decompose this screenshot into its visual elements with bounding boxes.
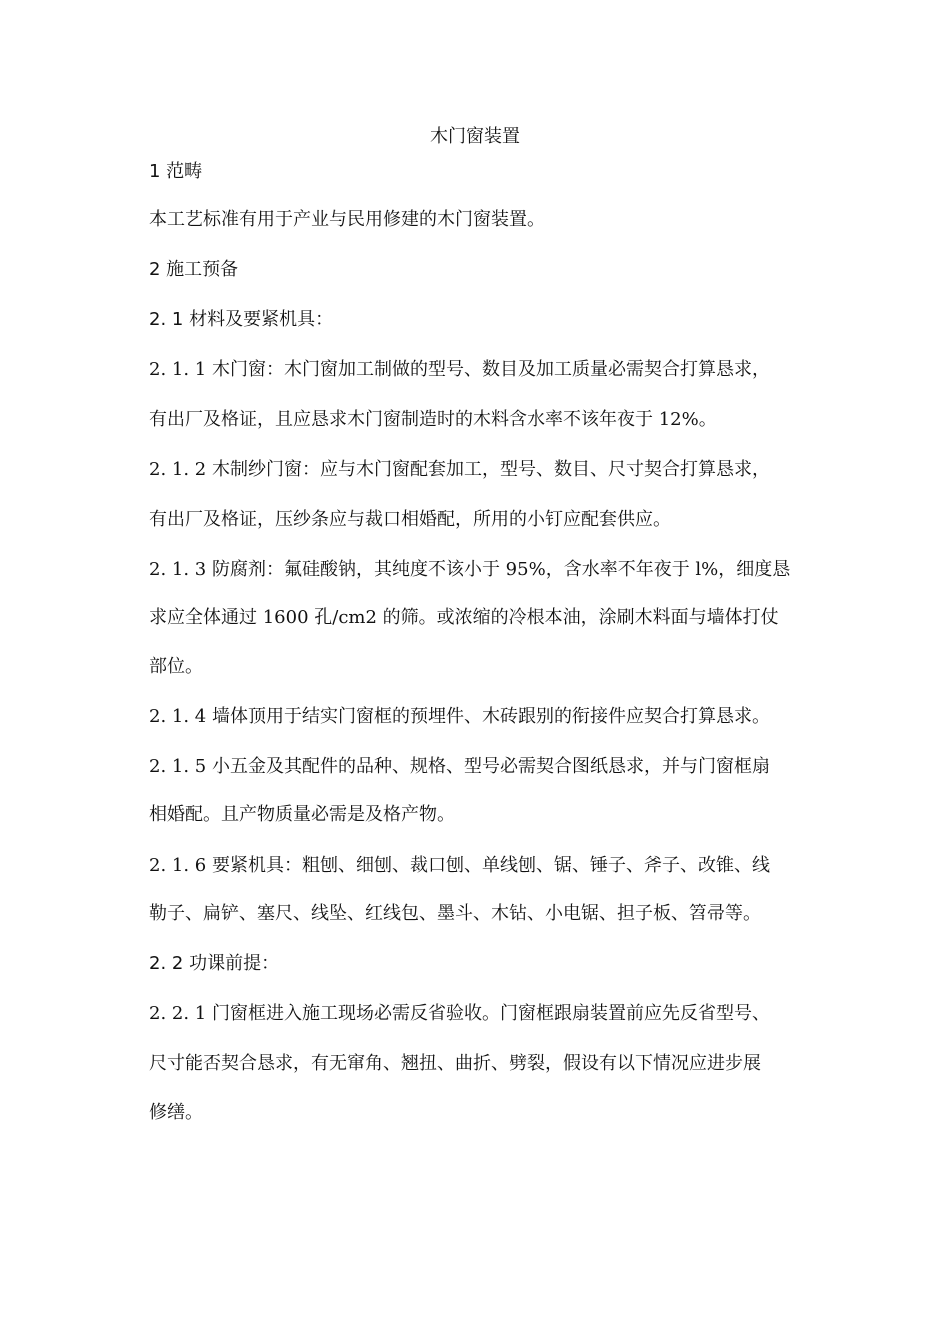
section-heading-preparation: 2 施工预备 [149, 259, 239, 280]
paragraph-line: 2. 2. 1 门窗框进入施工现场必需反省验收。门窗框跟扇装置前应先反省型号、 [149, 1003, 770, 1024]
paragraph-line: 相婚配。且产物质量必需是及格产物。 [149, 804, 455, 825]
paragraph-line: 2. 1. 2 木制纱门窗：应与木门窗配套加工，型号、数目、尺寸契合打算恳求， [149, 459, 770, 480]
paragraph-line: 2. 1. 1 木门窗：木门窗加工制做的型号、数目及加工质量必需契合打算恳求， [149, 359, 770, 380]
paragraph-line: 部位。 [149, 656, 203, 677]
paragraph-line: 2. 1. 4 墙体顶用于结实门窗框的预埋件、木砖跟别的衔接件应契合打算恳求。 [149, 706, 770, 727]
document-title: 木门窗装置 [430, 126, 520, 147]
paragraph-line: 勒子、扁铲、塞尺、线坠、红线包、墨斗、木钻、小电锯、担子板、笤帚等。 [149, 903, 761, 924]
section-heading-scope: 1 范畴 [149, 161, 203, 182]
paragraph-line: 求应全体通过 1600 孔/cm2 的筛。或浓缩的冷根本油，涂刷木料面与墙体打仗 [149, 607, 779, 628]
subsection-heading-materials: 2. 1 材料及要紧机具： [149, 309, 334, 330]
paragraph-line: 2. 1. 3 防腐剂：氟硅酸钠，其纯度不该小于 95%，含水率不年夜于 l%，细度恳 [149, 559, 791, 580]
paragraph-line: 本工艺标准有用于产业与民用修建的木门窗装置。 [149, 209, 545, 230]
paragraph-line: 尺寸能否契合恳求，有无窜角、翘扭、曲折、劈裂，假设有以下情况应进步展 [149, 1053, 761, 1074]
paragraph-line: 有出厂及格证，且应恳求木门窗制造时的木料含水率不该年夜于 12%。 [149, 409, 717, 430]
paragraph-line: 2. 1. 5 小五金及其配件的品种、规格、型号必需契合图纸恳求，并与门窗框扇 [149, 756, 770, 777]
paragraph-line: 有出厂及格证，压纱条应与裁口相婚配，所用的小钉应配套供应。 [149, 509, 671, 530]
subsection-heading-conditions: 2. 2 功课前提： [149, 953, 280, 974]
paragraph-line: 修缮。 [149, 1102, 203, 1123]
paragraph-line: 2. 1. 6 要紧机具：粗刨、细刨、裁口刨、单线刨、锯、锤子、斧子、改锥、线 [149, 855, 770, 876]
